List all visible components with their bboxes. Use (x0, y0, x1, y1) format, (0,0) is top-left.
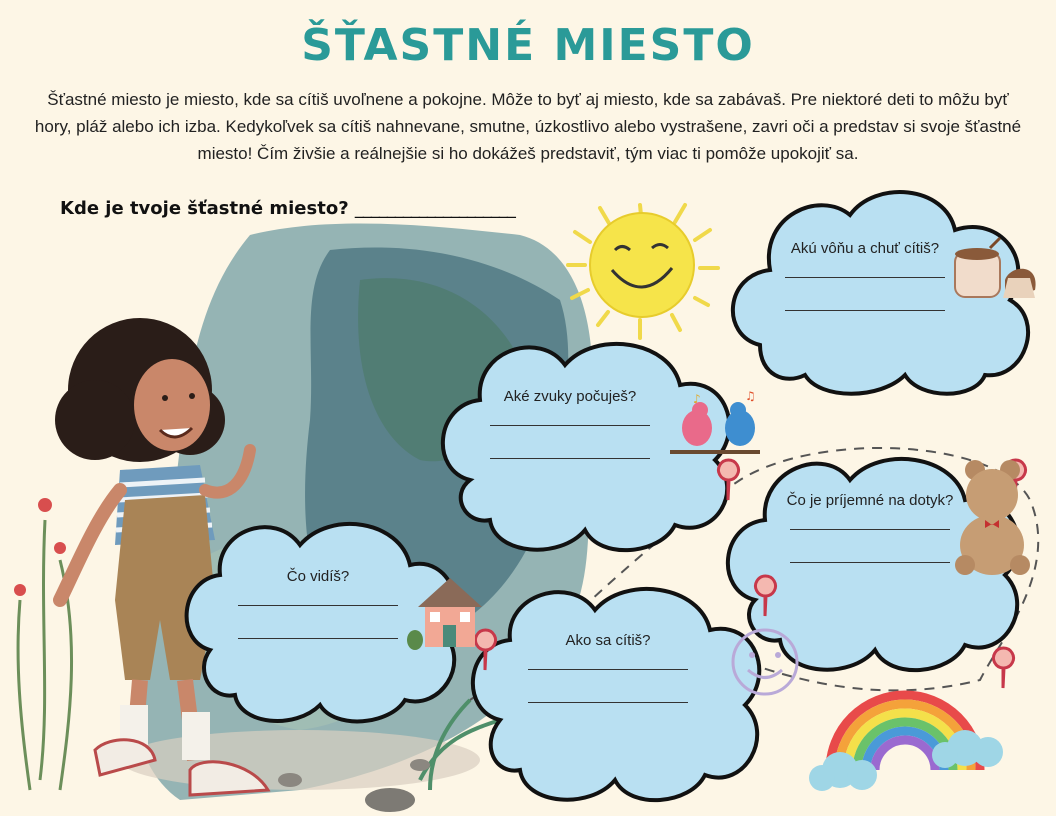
bubble-touch-question: Čo je príjemné na dotyk? (786, 492, 954, 509)
bubble-feel (518, 632, 698, 735)
answer-line[interactable] (528, 669, 688, 670)
answer-line[interactable] (790, 529, 950, 530)
bubble-smell-question: Akú vôňu a chuť cítiš? (790, 240, 940, 257)
answer-line[interactable] (785, 277, 945, 278)
answer-line[interactable] (528, 702, 688, 703)
svg-text:♫: ♫ (745, 389, 756, 403)
answer-line[interactable] (790, 562, 950, 563)
bubble-smell (770, 240, 960, 343)
answer-line[interactable] (490, 425, 650, 426)
answer-line[interactable] (238, 605, 398, 606)
bubble-see-question: Čo vidíš? (286, 568, 350, 585)
bubble-feel-question: Ako sa cítiš? (565, 632, 651, 649)
answer-line[interactable] (238, 638, 398, 639)
bubble-sounds-question: Aké zvuky počuješ? (503, 388, 637, 405)
answer-line[interactable] (785, 310, 945, 311)
page-title: ŠŤASTNÉ MIESTO (301, 20, 755, 71)
main-question-label: Kde je tvoje šťastné miesto? (60, 198, 349, 219)
main-question-blank[interactable]: ____________________ (354, 198, 515, 219)
intro-paragraph: Šťastné miesto je miesto, kde sa cítiš uvoľnene a pokojne. Môže to byť aj miesto, kde sa zabávaš. Pre niektoré deti to môžu byť hory, pláž alebo ich izba. Kedykoľvek sa cítiš nahnevane, smutne, úzkostlivo alebo vystrašene, zavri oči a predstav si svoje šťastné miesto! Čím živšie a reálnejšie si ho dokážeš predstaviť, tým viac ti pomôže upokojiť sa. (34, 90, 1022, 163)
sun-illustration (568, 205, 718, 338)
svg-text:♪: ♪ (693, 392, 701, 406)
bubble-touch (770, 492, 970, 595)
bubble-see (228, 568, 408, 671)
bubble-sounds (480, 388, 660, 491)
answer-line[interactable] (490, 458, 650, 459)
